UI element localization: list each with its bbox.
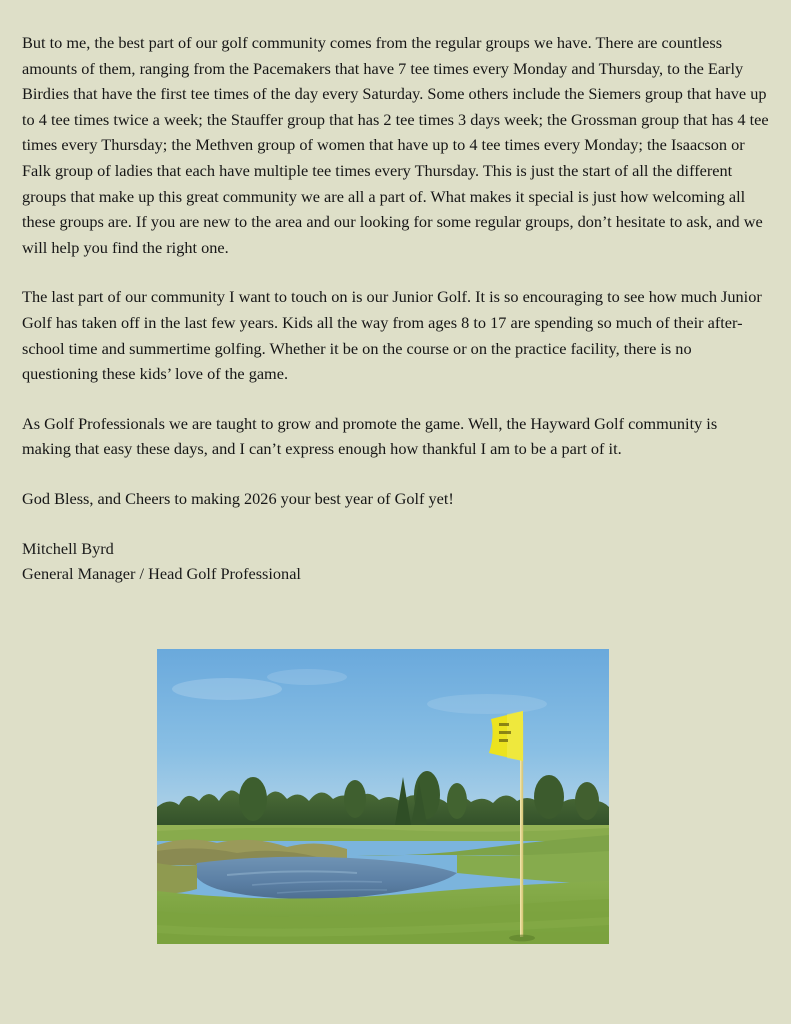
article-body	[22, 30, 769, 512]
signature-name: Mitchell Byrd	[22, 538, 114, 558]
paragraph-3: As Golf Professionals we are taught to grow and promote the game. Well, the Hayward Golf community is making that easy these days, and I can’t express enough how thankful I am to be a part of it.	[22, 413, 718, 459]
paragraph-1: But to me, the best part of our golf community comes from the regular groups we have. There are countless amounts of them, ranging from the Pacemakers that have 7 tee times every Monday and Thursday, to the Early Birdies that have the first tee times of the day every Saturday. Some others include the Siemers group that have up to 4 tee times twice a week; the Stauffer group that has 2 tee times 3 days week; the Grossman group that has 4 tee times every Thursday; the Methven group of women that have up to 4 tee times every Monday; the Isaacson or Falk group of ladies that each have multiple tee times every Thursday. This is just the start of all the different groups that make up this great community we are all a part of. What makes it special is just how welcoming all these groups are. If you are new to the area and our looking for some regular groups, don’t hesitate to ask, and we will help you find the right one.	[22, 33, 769, 257]
paragraph-2: The last part of our community I want to touch on is our Junior Golf. It is so encouraging to see how much Junior Golf has taken off in the last few years. Kids all the way from ages 8 to 17 are spending so much of their after-school time and summertime golfing. Whether it be on the course or on the practice facility, there is no questioning these kids’ love of the game.	[22, 287, 762, 384]
signature-title: General Manager / Head Golf Professional	[22, 564, 301, 584]
paragraph-4: God Bless, and Cheers to making 2026 your best year of Golf yet!	[22, 488, 454, 508]
signature-block	[22, 536, 769, 587]
photo-figure	[157, 649, 609, 944]
golf-course-photo	[157, 649, 609, 944]
